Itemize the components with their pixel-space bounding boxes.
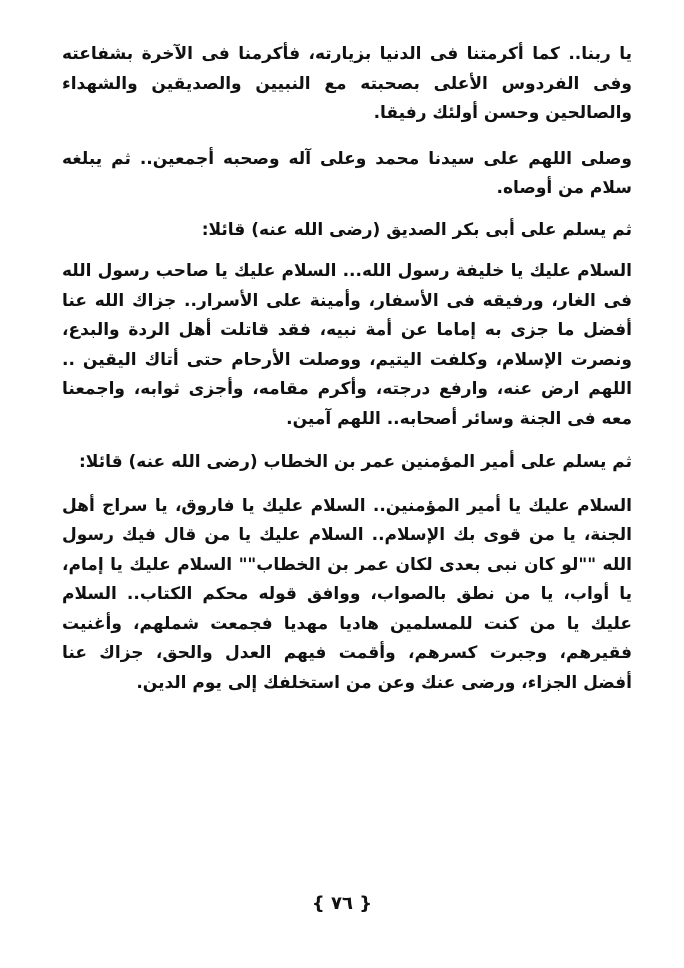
paragraph-umar-heading: ثم يسلم على أمير المؤمنين عمر بن الخطاب (رضى الله عنه) قائلا: <box>79 452 632 472</box>
paragraph-abu-bakr-greeting: السلام عليك يا خليفة رسول الله... السلام عليك يا صاحب رسول الله فى الغار، ورفيقه فى الأسفار، وأمينة على الأسرار.. جزاك الله عنا أفضل ما جزى به إماما عن أمة نبيه، فقد قاتلت أهل الردة والبدع، ونصرت الإسلام، وكلفت اليتيم، ووصلت الأرحام حتى أتاك اليقين .. اللهم ارض عنه، وارفع درجته، وأكرم مقامه، وأجزى ثوابه، واجمعنا معه فى الجنة وسائر أصحابه.. اللهم آمين. <box>62 261 632 429</box>
paragraph-prayer-intro: يا ربنا.. كما أكرمتنا فى الدنيا بزيارته، فأكرمنا فى الآخرة بشفاعته وفى الفردوس الأعلى بصحبته مع النبيين والصديقين والشهداء والصالحين وحسن أولئك رفيقا. <box>62 44 632 123</box>
page-number: { ٧٦ } <box>311 893 373 914</box>
page-body <box>62 40 632 880</box>
paragraph-abu-bakr-heading: ثم يسلم على أبى بكر الصديق (رضى الله عنه) قائلا: <box>201 219 632 240</box>
paragraph-salutation: وصلى اللهم على سيدنا محمد وعلى آله وصحبه أجمعين.. ثم يبلغه سلام من أوصاه. <box>62 148 632 198</box>
paragraph-umar-greeting: السلام عليك يا أمير المؤمنين.. السلام عليك يا فاروق، يا سراج أهل الجنة، يا من قوى بك الإسلام.. السلام عليك يا من قال فيك رسول الله ""لو كان نبى بعدى لكان عمر بن الخطاب"" السلام عليك يا إمام، يا أواب، يا من نطق بالصواب، ووافق قوله محكم الكتاب.. السلام عليك يا من كنت للمسلمين هاديا مهديا فجمعت شملهم، وأغنيت فقيرهم، وجبرت كسرهم، وأقمت فيهم العدل والحق، جزاك عنا أفضل الجزاء، ورضى عنك وعن من استخلفك إلى يوم الدين. <box>62 495 632 693</box>
